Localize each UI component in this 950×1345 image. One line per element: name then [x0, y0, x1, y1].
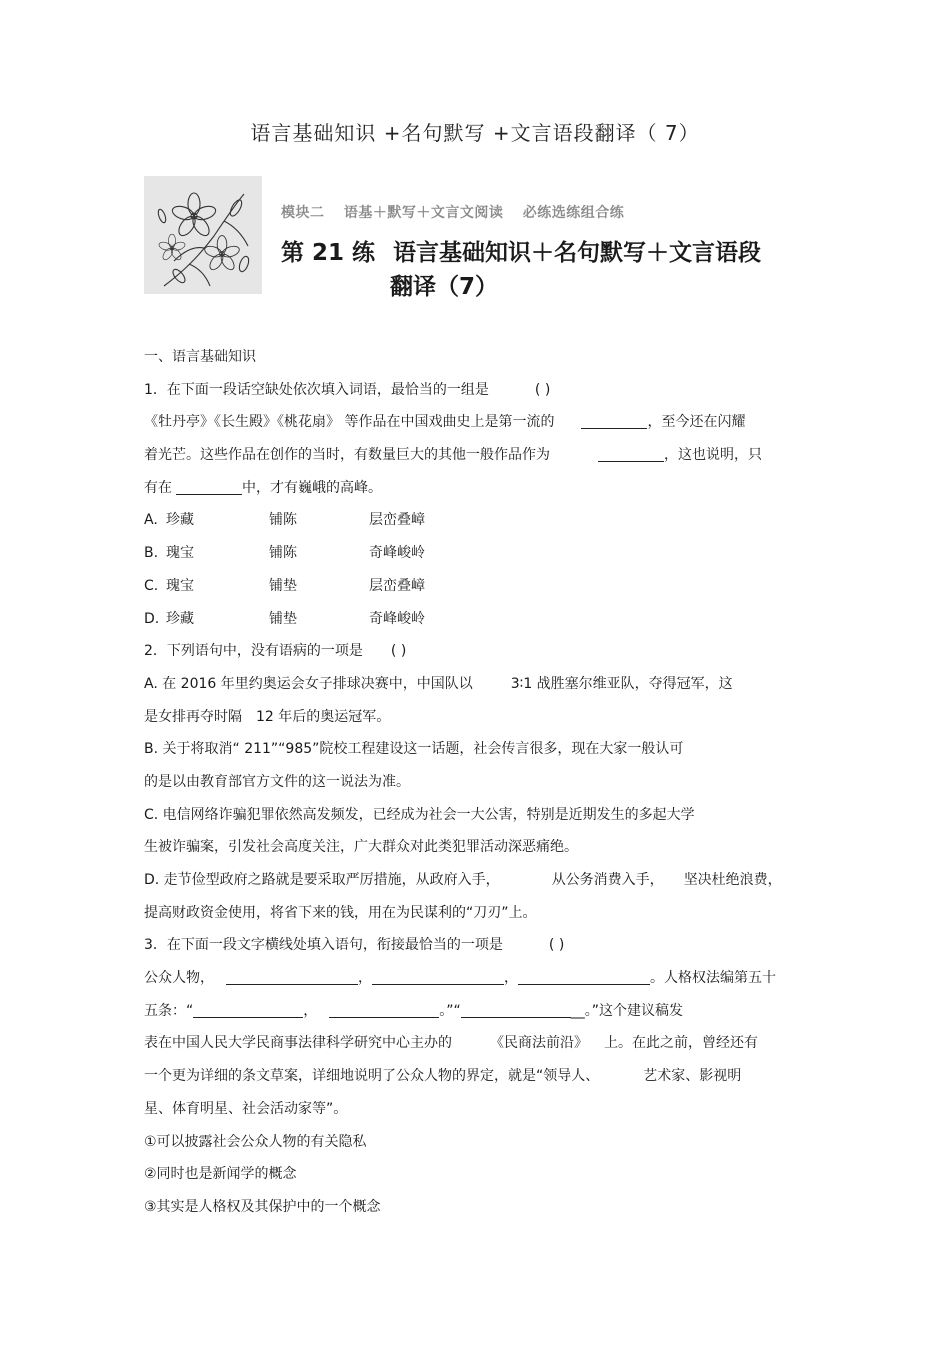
passage-text: 艺术家、影视明 [643, 1068, 742, 1085]
option-word: 层峦叠嶂 [369, 512, 425, 529]
passage-text: ，这也说明，只 [664, 447, 762, 464]
passage-text: 《民商法前沿》 [490, 1035, 588, 1052]
option-c-line: C. 电信网络诈骗犯罪依然高发频发，已经成为社会一大公害，特别是近期发生的多起大学 [144, 806, 695, 823]
passage-text: 公众人物， [144, 970, 214, 987]
passage-text: 五条：“ [144, 1002, 194, 1019]
option-d-line: 提高财政资金使用，将省下来的钱，用在为民谋利的“刀刃”上。 [144, 904, 537, 921]
option-b-line: B. 关于将取消“ 211”“985”院校工程建设这一话题，社会传言很多，现在大家一般认可 [144, 741, 684, 758]
lesson-title-text: 语言基础知识＋名句默写＋文言语段 [393, 240, 762, 266]
numbered-item: ①可以披露社会公众人物的有关隐私 [144, 1133, 367, 1150]
option-label: B. [144, 545, 159, 562]
option-text: 12 年后的奥运冠军。 [256, 708, 391, 725]
document-body [144, 345, 804, 1228]
module-label: 模块二 [281, 205, 325, 221]
option-b [144, 541, 804, 574]
option-word: 瑰宝 [166, 577, 194, 594]
option-word: 铺垫 [269, 610, 297, 627]
question-1-stem [144, 378, 804, 411]
answer-paren: ( ) [534, 381, 551, 398]
option-a-line [144, 705, 804, 738]
option-d-line [144, 868, 804, 901]
passage-text: __。”这个建议稿发 [570, 1002, 684, 1019]
option-b-line: 的是以由教育部官方文件的这一说法为准。 [144, 773, 410, 790]
passage-text: 中，才有巍峨的高峰。 [242, 479, 382, 496]
option-c [144, 574, 804, 607]
fill-blank [193, 1001, 303, 1018]
lesson-number: 第 21 练 [281, 240, 376, 266]
lesson-title-continued: 翻译（7） [390, 274, 499, 300]
passage-text: ， [504, 970, 518, 987]
option-word: 奇峰峻岭 [369, 610, 425, 627]
option-label: C. [144, 577, 159, 594]
fill-blank [461, 1001, 571, 1018]
passage-text: 着光芒。这些作品在创作的当时，有数量巨大的其他一般作品作为 [144, 447, 550, 464]
question-3-passage-line [144, 1064, 804, 1097]
question-1-passage-line [144, 443, 804, 476]
answer-paren: ( ) [390, 643, 407, 660]
numbered-item: ②同时也是新闻学的概念 [144, 1166, 297, 1183]
module-tag: 必练选练组合练 [522, 205, 625, 221]
passage-text: ，至今还在闪耀 [647, 414, 746, 431]
section-heading: 一、语言基础知识 [144, 349, 256, 365]
option-word: 珍藏 [166, 610, 194, 627]
option-word: 铺陈 [269, 512, 297, 529]
question-stem: 1．在下面一段话空缺处依次填入词语，最恰当的一组是 [144, 381, 489, 398]
question-3-passage-line [144, 1031, 804, 1064]
question-3-passage-line: 星、体育明星、社会活动家等”。 [144, 1100, 348, 1117]
numbered-item: ③其实是人格权及其保护中的一个概念 [144, 1198, 381, 1215]
option-label: A. [144, 512, 158, 529]
passage-text: 一个更为详细的条文草案，详细地说明了公众人物的界定，就是“领导人、 [144, 1068, 600, 1085]
lesson-title [281, 234, 761, 267]
module-description: 语基＋默写＋文言文阅读 [343, 205, 504, 221]
question-stem: 3．在下面一段文字横线处填入语句，衔接最恰当的一项是 [144, 937, 503, 954]
passage-text: 上。在此之前，曾经还有 [604, 1035, 758, 1052]
flower-illustration-icon [144, 176, 262, 294]
fill-blank [598, 445, 664, 462]
option-d [144, 607, 804, 640]
option-word: 珍藏 [166, 512, 194, 529]
option-a [144, 508, 804, 541]
question-1-passage-line [144, 410, 804, 443]
question-1-passage-line [144, 476, 804, 509]
fill-blank [226, 968, 358, 985]
option-word: 瑰宝 [166, 545, 194, 562]
passage-text: ， [358, 970, 372, 987]
option-text: 是女排再夺时隔 [144, 708, 242, 725]
question-3-passage-line [144, 966, 804, 999]
fill-blank [176, 478, 242, 495]
option-word: 铺陈 [269, 545, 297, 562]
option-text: A. 在 2016 年里约奥运会女子排球决赛中，中国队以 [144, 675, 473, 692]
passage-text: 有在 [144, 479, 172, 496]
document-title: 语言基础知识 +名句默写 +文言语段翻译（ 7） [250, 121, 700, 145]
option-word: 铺垫 [269, 577, 297, 594]
question-3-passage-line [144, 999, 804, 1032]
passage-text: 。人格权法编第五十 [650, 970, 776, 987]
option-word: 奇峰峻岭 [369, 545, 425, 562]
passage-text: ， [303, 1002, 318, 1019]
fill-blank [518, 968, 650, 985]
option-label: D. [144, 610, 160, 627]
option-a-line [144, 672, 804, 705]
passage-text: 。”“ [439, 1002, 461, 1019]
fill-blank [372, 968, 504, 985]
option-text: 从公务消费入手， [551, 872, 664, 888]
option-text: D. 走节俭型政府之路就是要采取严厉措施，从政府入手， [144, 872, 500, 888]
question-2-stem [144, 639, 804, 672]
passage-text: 《牡丹亭》《长生殿》《桃花扇》 等作品在中国戏曲史上是第一流的 [144, 414, 555, 431]
option-text: 3∶1 战胜塞尔维亚队，夺得冠军，这 [510, 675, 733, 692]
answer-paren: ( ) [548, 937, 565, 954]
fill-blank [329, 1001, 439, 1018]
module-header [281, 202, 638, 222]
question-stem: 2．下列语句中，没有语病的一项是 [144, 643, 363, 660]
passage-text: 表在中国人民大学民商事法律科学研究中心主办的 [144, 1035, 452, 1052]
question-3-stem [144, 933, 804, 966]
option-text: 坚决杜绝浪费， [683, 872, 782, 888]
option-c-line: 生被诈骗案，引发社会高度关注，广大群众对此类犯罪活动深恶痛绝。 [144, 839, 578, 856]
fill-blank [581, 412, 647, 429]
option-word: 层峦叠嶂 [369, 577, 425, 594]
